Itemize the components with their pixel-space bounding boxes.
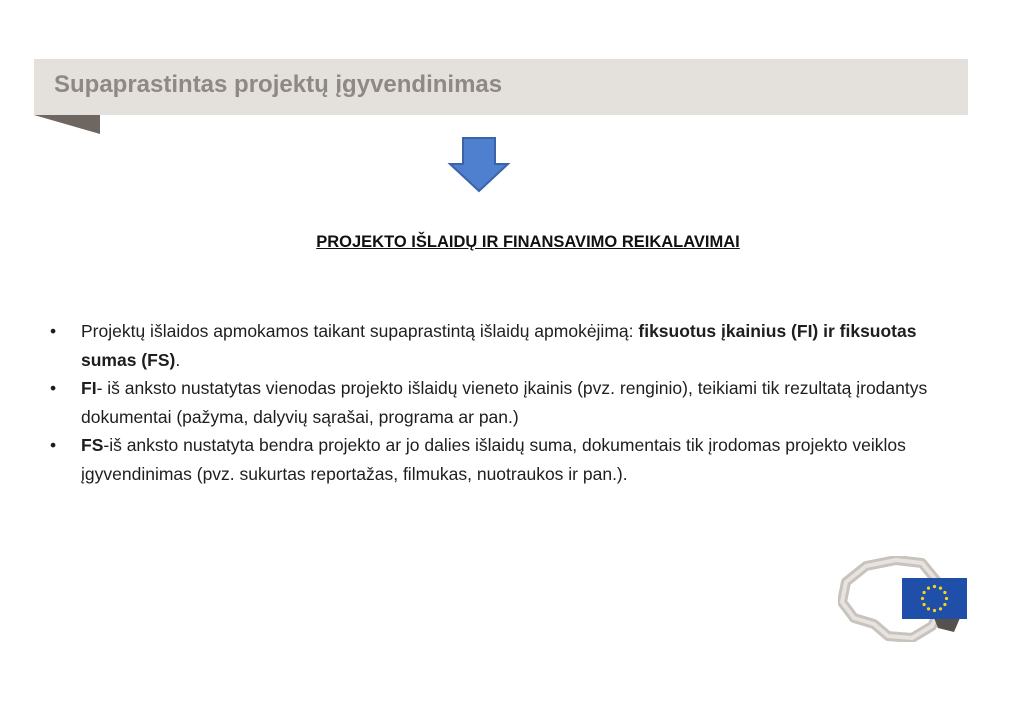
page-title: Supaprastintas projektų įgyvendinimas: [54, 71, 503, 98]
bullet-marker: •: [50, 378, 57, 398]
bullet-text: -iš anksto nustatyta bendra projekto ar jo dalies išlaidų suma, dokumentais tik įrodomas projekto veiklos įgyvendinimas (pvz. sukurtas reportažas, filmukas, nuotraukos ir pan.).: [81, 435, 906, 484]
bullet-item: [50, 317, 958, 374]
bullet-item: [50, 431, 958, 488]
bullet-item: [50, 374, 958, 431]
bullet-marker: •: [50, 435, 57, 455]
bullet-bold-text: FI: [81, 378, 97, 398]
title-corner-tab: [34, 115, 104, 135]
flag-shadow-icon: [934, 618, 960, 632]
bullet-bold-text: FS: [81, 435, 104, 455]
title-bar: [34, 59, 968, 115]
bullet-list: [50, 317, 958, 488]
eu-flag-icon: [902, 578, 967, 619]
bullet-bold-text: fiksuotus įkainius (FI) ir fiksuotas sumas (FS): [81, 321, 917, 370]
bullet-text: .: [175, 349, 181, 370]
bullet-text: Projektų išlaidos apmokamos taikant supaprastintą išlaidų apmokėjimą:: [81, 321, 639, 341]
bullet-marker: •: [50, 321, 57, 341]
section-heading: PROJEKTO IŠLAIDŲ IR FINANSAVIMO REIKALAVIMAI: [316, 233, 740, 251]
down-arrow-icon: [447, 136, 511, 194]
lithuania-eu-flag-logo: [838, 556, 974, 642]
bullet-text: - iš anksto nustatytas vienodas projekto išlaidų vieneto įkainis (pvz. renginio), teikiami tik rezultatą įrodantys dokumentai (pažyma, dalyvių sąrašai, programa ar pan.): [81, 378, 928, 427]
